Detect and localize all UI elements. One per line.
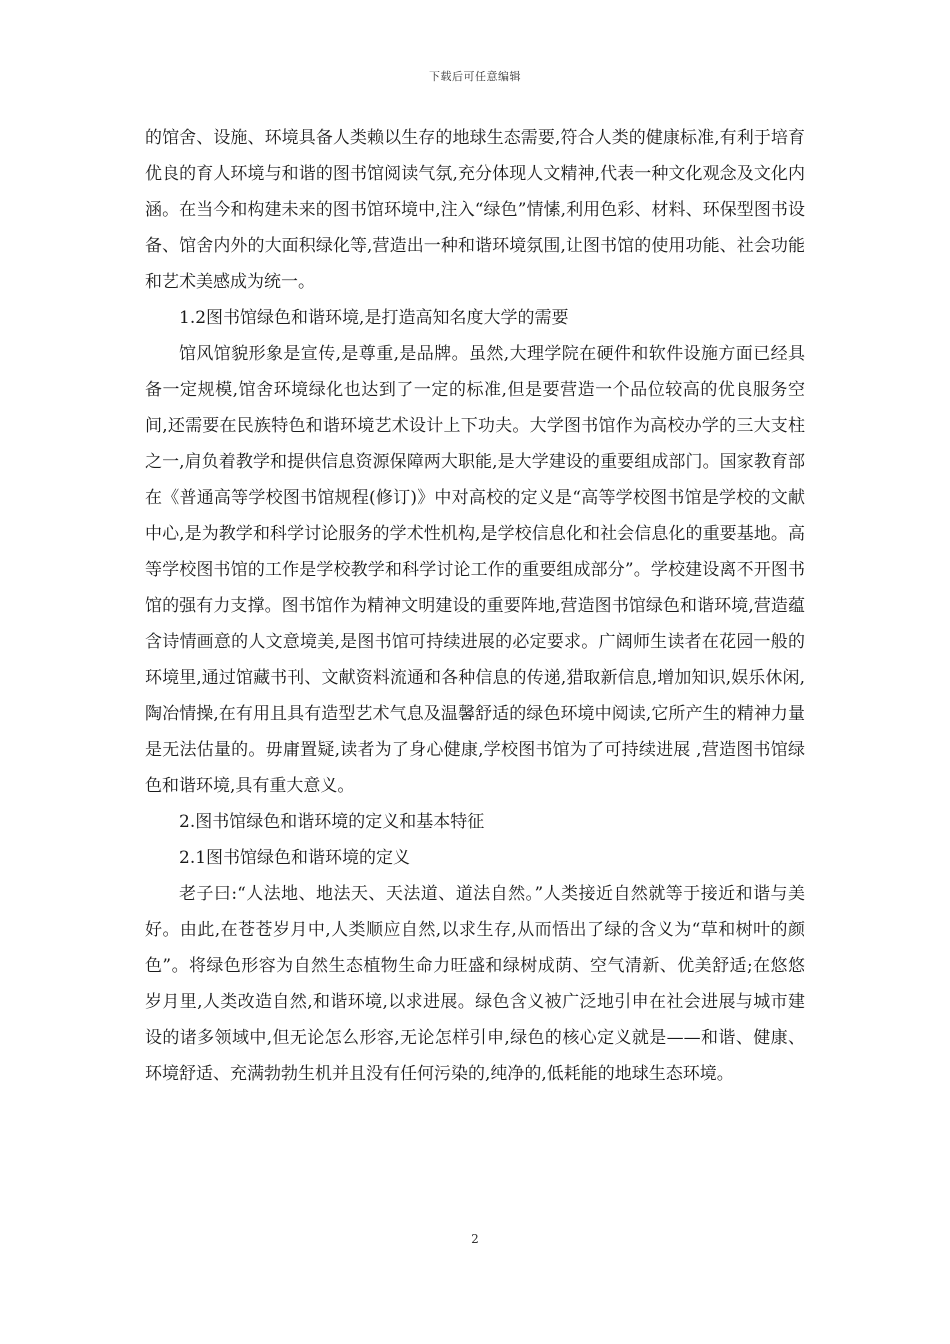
page-number: 2 (471, 1232, 479, 1246)
page-header: 下载后可任意编辑 (429, 70, 521, 83)
paragraph-intro-continuation: 的馆舍、设施、环境具备人类赖以生存的地球生态需要,符合人类的健康标准,有利于培育优良的育人环境与和谐的图书馆阅读气氛,充分体现人文精神,代表一种文化观念及文化内涵。在当今和构建未来的图书馆环境中,注入“绿色”情愫,利用色彩、材料、环保型图书设备、馆舍内外的大面积绿化等,营造出一种和谐环境氛围,让图书馆的使用功能、社会功能和艺术美感成为统一。 (145, 128, 805, 292)
paragraph-library-image: 馆风馆貌形象是宣传,是尊重,是品牌。虽然,大理学院在硬件和软件设施方面已经具备一定规模,馆舍环境绿化也达到了一定的标准,但是要营造一个品位较高的优良服务空间,还需要在民族特色和谐环境艺术设计上下功夫。大学图书馆作为高校办学的三大支柱之一,肩负着教学和提供信息资源保障两大职能,是大学建设的重要组成部门。国家教育部在《普通高等学校图书馆规程(修订)》中对高校的定义是“高等学校图书馆是学校的文献中心,是为教学和科学讨论服务的学术性机构,是学校信息化和社会信息化的重要基地。高等学校图书馆的工作是学校教学和科学讨论工作的重要组成部分”。学校建设离不开图书馆的强有力支撑。图书馆作为精神文明建设的重要阵地,营造图书馆绿色和谐环境,营造蕴含诗情画意的人文意境美,是图书馆可持续进展的必定要求。广阔师生读者在花园一般的环境里,通过馆藏书刊、文献资料流通和各种信息的传递,猎取新信息,增加知识,娱乐休闲,陶冶情操,在有用且具有造型艺术气息及温馨舒适的绿色环境中阅读,它所产生的精神力量是无法估量的。毋庸置疑,读者为了身心健康,学校图书馆为了可持续进展 ,营造图书馆绿色和谐环境,具有重大意义。 (145, 344, 805, 796)
section-heading-2: 2.图书馆绿色和谐环境的定义和基本特征 (179, 812, 485, 832)
section-heading-1-2: 1.2图书馆绿色和谐环境,是打造高知名度大学的需要 (179, 308, 569, 328)
section-heading-2-1: 2.1图书馆绿色和谐环境的定义 (179, 848, 411, 868)
paragraph-green-definition: 老子曰:“人法地、地法天、天法道、道法自然。”人类接近自然就等于接近和谐与美好。由此,在苍苍岁月中,人类顺应自然,以求生存,从而悟出了绿的含义为“草和树叶的颜色”。将绿色形容为自然生态植物生命力旺盛和绿树成荫、空气清新、优美舒适;在悠悠岁月里,人类改造自然,和谐环境,以求进展。绿色含义被广泛地引申在社会进展与城市建设的诸多领域中,但无论怎么形容,无论怎样引申,绿色的核心定义就是——和谐、健康、环境舒适、充满勃勃生机并且没有任何污染的,纯净的,低耗能的地球生态环境。 (145, 884, 805, 1084)
document-body (145, 120, 805, 1092)
